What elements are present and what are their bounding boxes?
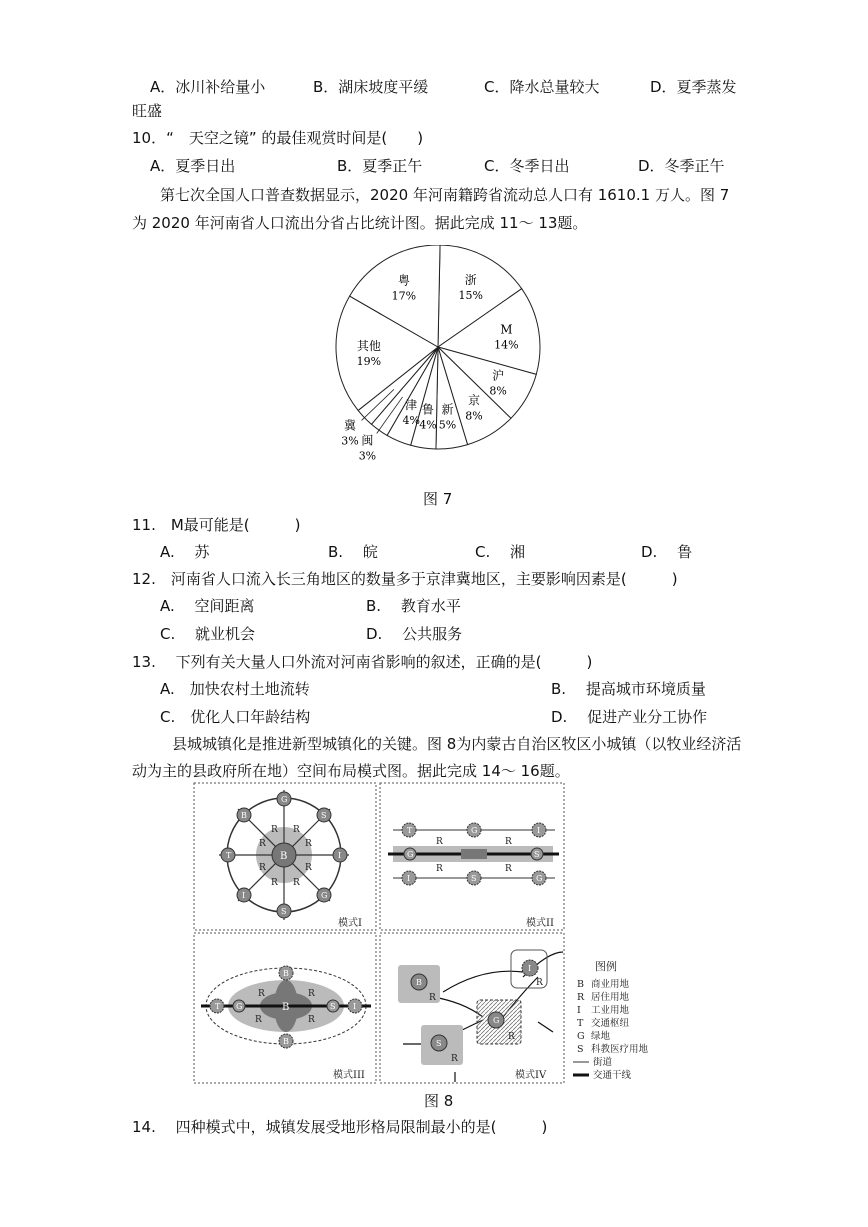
svg-text:居住用地: 居住用地	[591, 992, 630, 1003]
svg-text:R: R	[308, 989, 315, 999]
svg-text:R: R	[293, 878, 300, 888]
svg-text:B: B	[282, 1002, 290, 1013]
panel-1-radial	[219, 790, 349, 920]
svg-text:科教医疗用地: 科教医疗用地	[591, 1044, 649, 1055]
svg-text:G: G	[321, 891, 328, 900]
svg-text:B: B	[283, 969, 289, 978]
svg-text:R: R	[505, 864, 512, 874]
q10-option-a: A．夏季日出	[150, 157, 236, 175]
svg-text:T: T	[577, 1018, 584, 1029]
pie-slice-label: 新	[441, 402, 454, 417]
panel-frame-4	[380, 933, 564, 1083]
pie-slice-label: 沪	[492, 368, 505, 383]
svg-text:S: S	[281, 907, 287, 916]
svg-text:S: S	[534, 850, 540, 859]
q13-stem: 13. 下列有关大量人口外流对河南省影响的叙述，正确的是( )	[132, 653, 593, 671]
pie-slice-label: 闽	[361, 433, 374, 448]
q12-option-d: D. 公共服务	[366, 625, 463, 643]
q12-stem: 12. 河南省人口流入长三角地区的数量多于京津冀地区，主要影响因素是( )	[132, 570, 678, 588]
q12-option-b: B. 教育水平	[366, 597, 461, 615]
pie-slice-value: 8%	[489, 384, 507, 398]
q11-stem: 11. M最可能是( )	[132, 516, 301, 534]
pie-slice-label: 冀	[344, 418, 357, 433]
pie-slice-value: 17%	[391, 289, 417, 303]
svg-text:I: I	[528, 964, 532, 973]
svg-text:S: S	[577, 1044, 584, 1055]
panel-2-label: 模式II	[526, 918, 554, 929]
pie-slice-value: 8%	[465, 409, 483, 423]
svg-text:R: R	[305, 863, 312, 873]
svg-text:绿地: 绿地	[591, 1031, 611, 1042]
svg-text:I: I	[242, 891, 246, 900]
svg-text:R: R	[308, 1015, 315, 1025]
q10-option-d: D．冬季正午	[638, 157, 725, 175]
q13-option-d: D. 促进产业分工协作	[551, 708, 708, 726]
pie-slice-label: 粤	[397, 273, 410, 288]
svg-text:I: I	[537, 826, 541, 835]
pie-slice-value: 4%	[402, 413, 420, 427]
svg-text:G: G	[281, 795, 288, 804]
pie-slice-label: 鲁	[421, 402, 434, 417]
svg-text:街道: 街道	[593, 1057, 613, 1068]
svg-text:G: G	[471, 826, 478, 835]
q9-option-d: D．夏季蒸发	[650, 78, 737, 96]
q14-stem: 14. 四种模式中，城镇发展受地形格局限制最小的是( )	[132, 1118, 548, 1136]
pie-slice-label: 京	[467, 393, 480, 408]
pie-slice-value: 4%	[419, 418, 437, 432]
panel-3-label: 模式III	[333, 1070, 365, 1081]
svg-text:G: G	[407, 850, 414, 859]
svg-text:交通干线: 交通干线	[593, 1070, 632, 1081]
pie-slice-value: 15%	[458, 288, 483, 302]
figure8-legend	[573, 959, 649, 1081]
q9-option-a: A．冰川补给量小	[150, 78, 266, 96]
svg-text:B: B	[416, 978, 422, 987]
svg-text:S: S	[436, 1039, 442, 1048]
svg-text:T: T	[215, 1002, 221, 1011]
svg-text:S: S	[471, 874, 477, 883]
intro1-line1: 第七次全国人口普查数据显示，2020 年河南籍跨省流动总人口有 1610.1 万人。图 7	[160, 186, 730, 204]
svg-text:T: T	[226, 851, 232, 860]
q12-option-c: C. 就业机会	[160, 625, 256, 643]
svg-text:R: R	[271, 825, 278, 835]
svg-text:R: R	[259, 839, 266, 849]
pie-chart	[320, 245, 560, 485]
svg-text:R: R	[255, 1015, 262, 1025]
svg-text:B: B	[241, 811, 247, 820]
svg-text:商业用地: 商业用地	[591, 979, 630, 990]
legend-title: 图例	[595, 960, 617, 973]
q13-option-c: C. 优化人口年龄结构	[160, 708, 311, 726]
q13-option-b: B. 提高城市环境质量	[551, 680, 706, 698]
svg-text:I: I	[577, 1005, 581, 1016]
intro2-line1: 县城城镇化是推进新型城镇化的关键。图 8为内蒙古自治区牧区小城镇（以牧业经济活	[172, 735, 742, 753]
svg-text:工业用地: 工业用地	[591, 1005, 630, 1016]
panel-4-clustered	[398, 950, 563, 1082]
svg-text:G: G	[536, 874, 543, 883]
pie-slice-label: 浙	[464, 272, 477, 287]
svg-text:R: R	[508, 1032, 515, 1042]
svg-text:R: R	[258, 989, 265, 999]
svg-text:T: T	[407, 826, 413, 835]
pie-slice-label: 其他	[356, 339, 381, 354]
svg-text:交通枢纽: 交通枢纽	[591, 1018, 630, 1029]
svg-text:G: G	[493, 1016, 500, 1025]
svg-text:I: I	[338, 851, 342, 860]
svg-text:R: R	[451, 1054, 458, 1064]
svg-text:R: R	[577, 992, 585, 1003]
figure7-caption: 图 7	[423, 490, 453, 508]
q11-option-b: B. 皖	[328, 543, 378, 561]
q10-stem: 10．“ 天空之镜” 的最佳观赏时间是( )	[132, 129, 424, 147]
q9-option-b: B．湖床坡度平缓	[313, 78, 429, 96]
panel-3-elliptical	[201, 966, 371, 1048]
pie-slice-value: 14%	[494, 338, 519, 352]
svg-text:I: I	[407, 874, 411, 883]
intro2-line2: 动为主的县政府所在地）空间布局模式图。据此完成 14～ 16题。	[132, 762, 570, 780]
pie-slice-value: 5%	[438, 418, 457, 432]
pie-slice-value: 19%	[356, 355, 382, 369]
svg-text:G: G	[236, 1002, 243, 1011]
panel-4-label: 模式IV	[515, 1070, 547, 1081]
pie-slice-value: 3%	[341, 434, 359, 448]
svg-text:R: R	[271, 878, 278, 888]
q11-option-a: A. 苏	[160, 543, 210, 561]
intro1-line2: 为 2020 年河南省人口流出分省占比统计图。据此完成 11～ 13题。	[132, 214, 588, 232]
svg-text:R: R	[436, 837, 443, 847]
pie-slice-value: 3%	[358, 449, 377, 463]
pie-slice-label: 津	[405, 397, 418, 412]
q10-option-b: B．夏季正午	[337, 157, 423, 175]
svg-text:R: R	[429, 993, 436, 1003]
q11-option-d: D. 鲁	[641, 543, 693, 561]
figure8-diagram	[193, 782, 683, 1086]
svg-text:R: R	[536, 978, 543, 988]
svg-text:S: S	[330, 1002, 336, 1011]
q10-option-c: C．冬季日出	[484, 157, 570, 175]
svg-text:B: B	[577, 979, 584, 990]
svg-text:R: R	[505, 837, 512, 847]
q13-option-a: A. 加快农村土地流转	[160, 680, 310, 698]
svg-text:R: R	[305, 839, 312, 849]
panel-1-label: 模式I	[338, 918, 362, 929]
svg-text:G: G	[577, 1031, 585, 1042]
svg-text:R: R	[293, 825, 300, 835]
panel-2-linear	[388, 823, 559, 885]
svg-text:I: I	[353, 1002, 357, 1011]
svg-text:B: B	[283, 1037, 289, 1046]
q11-option-c: C. 湘	[475, 543, 526, 561]
svg-text:R: R	[259, 863, 266, 873]
q9-option-c: C．降水总量较大	[484, 78, 600, 96]
pie-slice-label: M	[500, 322, 513, 337]
svg-text:R: R	[436, 864, 443, 874]
figure8-caption: 图 8	[424, 1092, 454, 1110]
svg-text:B: B	[280, 851, 288, 862]
q9-option-d-cont: 旺盛	[132, 102, 163, 120]
q12-option-a: A. 空间距离	[160, 597, 255, 615]
svg-text:S: S	[321, 811, 327, 820]
